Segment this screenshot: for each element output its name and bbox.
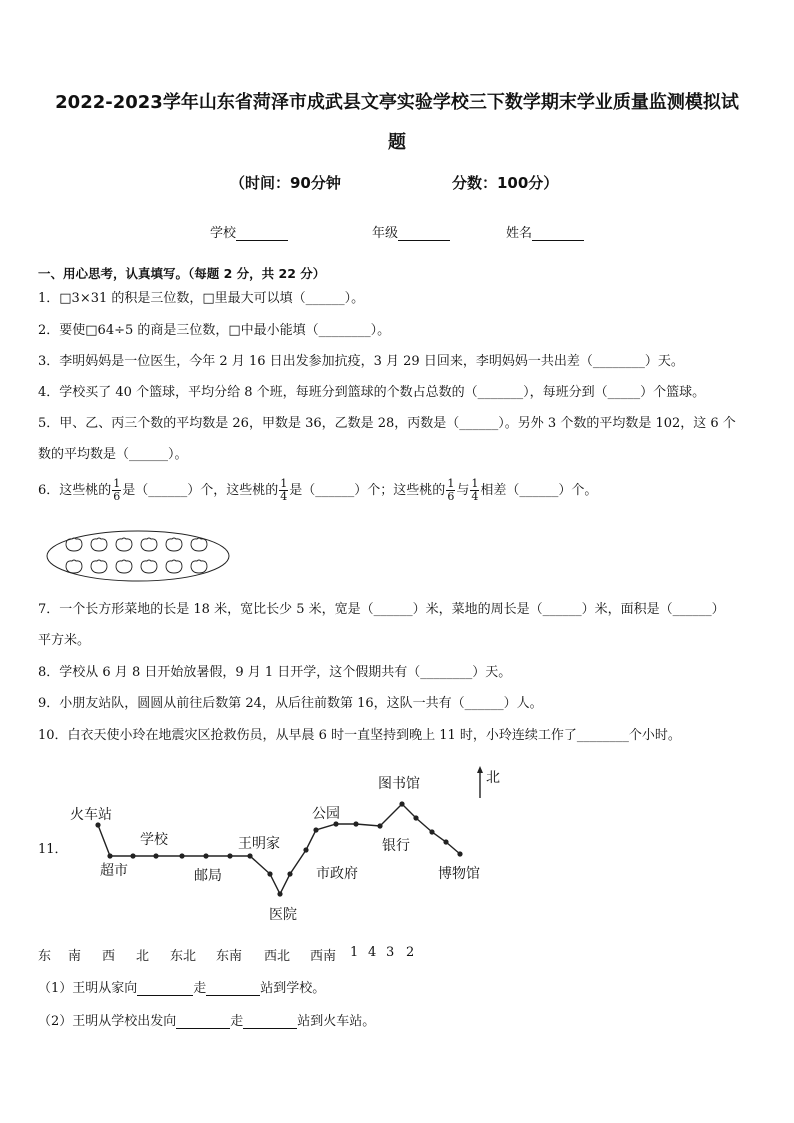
frac-denominator: 6 (113, 490, 121, 503)
question-11-label: 11． (38, 842, 68, 857)
route-stop-dot (203, 853, 208, 858)
time-limit: （时间：90分钟 (230, 174, 341, 192)
station-label-市政府: 市政府 (316, 866, 358, 882)
peach-icon (191, 560, 207, 573)
s2-text-a: （2）王明从学校出发向 (38, 1014, 177, 1029)
word-2: 2 (406, 945, 415, 960)
word-西北: 西北 (264, 949, 291, 964)
frac-numerator: 1 (447, 477, 455, 490)
word-北: 北 (136, 949, 150, 964)
frac-numerator: 1 (113, 477, 121, 490)
s1-text-a: （1）王明从家向 (38, 981, 138, 996)
peach-icon (191, 538, 207, 551)
total-score: 分数：100分） (452, 174, 559, 192)
school-field (210, 222, 288, 241)
q6-text-c: 是（______）个；这些桃的 (289, 483, 446, 498)
route-stop-dot (267, 871, 272, 876)
word-东: 东 (38, 949, 52, 964)
route-stop-dot (353, 821, 358, 826)
question-9: 9．小朋友站队，圆圆从前往后数第 24，从后往前数第 16，这队一共有（______）人。 (38, 696, 543, 711)
station-label-医院: 医院 (269, 907, 297, 923)
peaches (66, 538, 207, 573)
route-stop-dot (153, 853, 158, 858)
frac-denominator: 6 (447, 490, 455, 503)
word-东南: 东南 (216, 949, 243, 964)
question-7-line1: 7．一个长方形菜地的长是 18 米，宽比长少 5 米，宽是（______）米，菜地的周长是（______）米，面积是（______） (38, 602, 725, 617)
sub-question-2 (38, 1010, 375, 1029)
word-东北: 东北 (170, 949, 197, 964)
q6-text-a: 6．这些桃的 (38, 483, 112, 498)
route-stop-dot (130, 853, 135, 858)
peach-icon (91, 538, 107, 551)
route-stop-dot (443, 839, 448, 844)
name-field (506, 222, 584, 241)
grade-blank (398, 227, 450, 241)
peach-icon (116, 560, 132, 573)
question-10: 10．白衣天使小玲在地震灾区抢救伤员，从早晨 6 时一直坚持到晚上 11 时，小玲连续工作了________个小时。 (38, 728, 681, 743)
question-7-line2: 平方米。 (38, 633, 91, 648)
s1-text-c: 站到学校。 (260, 981, 326, 996)
north-label: 北 (486, 770, 500, 786)
station-label-公园: 公园 (312, 806, 340, 822)
fraction-one-quarter-2 (470, 478, 479, 503)
frac-numerator: 1 (280, 477, 288, 490)
peach-icon (91, 560, 107, 573)
q6-text-b: 是（______）个，这些桃的 (122, 483, 279, 498)
route-stop-dot (313, 827, 318, 832)
route-stop-dot (303, 847, 308, 852)
frac-denominator: 4 (471, 490, 479, 503)
s2-blank-stops (243, 1014, 297, 1029)
station-label-博物馆: 博物馆 (438, 866, 480, 882)
route-stop-dot (107, 853, 112, 858)
route-stop-dot (287, 871, 292, 876)
grade-label: 年级 (372, 226, 399, 241)
peach-icon (166, 538, 182, 551)
route-stop-dot (179, 853, 184, 858)
fraction-one-quarter (279, 478, 288, 503)
school-blank (236, 227, 288, 241)
sub-question-1 (38, 977, 325, 996)
route-stop-dot (277, 891, 282, 896)
s1-blank-stops (206, 981, 260, 996)
question-6 (38, 476, 597, 506)
route-stop-dot (227, 853, 232, 858)
s1-text-b: 走 (193, 981, 207, 996)
s2-text-b: 走 (230, 1014, 244, 1029)
question-3: 3．李明妈妈是一位医生，今年 2 月 16 日出发参加抗疫，3 月 29 日回来，李明妈妈一共出差（________）天。 (38, 354, 684, 369)
fraction-one-sixth (112, 478, 121, 503)
q6-text-d: 与 (456, 483, 470, 498)
q6-text-e: 相差（______）个。 (480, 483, 598, 498)
north-arrowhead-icon (477, 766, 483, 773)
route-stop-dot (333, 821, 338, 826)
frac-numerator: 1 (471, 477, 479, 490)
word-西: 西 (102, 949, 116, 964)
question-2: 2．要使□64÷5 的商是三位数，□中最小能填（________）。 (38, 323, 391, 338)
peaches-illustration (44, 528, 232, 584)
route-stop-dot (399, 801, 404, 806)
peach-icon (166, 560, 182, 573)
word-4: 4 (368, 945, 377, 960)
route-stop-dot (377, 823, 382, 828)
grade-field (372, 222, 450, 241)
route-stop-dot (457, 851, 462, 856)
exam-title-line1: 2022-2023学年山东省菏泽市成武县文亭实验学校三下数学期末学业质量监测模拟试 (55, 92, 739, 113)
word-西南: 西南 (310, 949, 337, 964)
station-label-超市: 超市 (100, 863, 128, 879)
frac-denominator: 4 (280, 490, 288, 503)
word-南: 南 (68, 949, 82, 964)
route-map (60, 762, 500, 932)
question-5-line1: 5．甲、乙、丙三个数的平均数是 26，甲数是 36，乙数是 28，丙数是（______）。另外 3 个数的平均数是 102，这 6 个 (38, 416, 736, 431)
peach-icon (141, 560, 157, 573)
s1-blank-direction (137, 981, 193, 996)
station-label-银行: 银行 (382, 838, 410, 854)
word-3: 3 (386, 945, 395, 960)
peach-icon (66, 560, 82, 573)
fraction-one-sixth-2 (446, 478, 455, 503)
name-label: 姓名 (506, 226, 533, 241)
route-stop-dot (95, 822, 100, 827)
peach-icon (141, 538, 157, 551)
exam-title-line2: 题 (388, 132, 406, 153)
name-blank (532, 227, 584, 241)
station-label-邮局: 邮局 (194, 868, 222, 884)
route-stop-dot (247, 853, 252, 858)
word-1: 1 (350, 945, 359, 960)
question-5-line2: 数的平均数是（______）。 (38, 447, 188, 462)
station-label-图书馆: 图书馆 (378, 776, 420, 792)
s2-text-c: 站到火车站。 (297, 1014, 376, 1029)
s2-blank-direction (176, 1014, 230, 1029)
section-heading: 一、用心思考，认真填写。（每题 2 分，共 22 分） (38, 266, 326, 281)
route-stop-dot (413, 815, 418, 820)
question-1: 1．□3×31 的积是三位数，□里最大可以填（______）。 (38, 291, 365, 306)
station-label-学校: 学校 (140, 832, 168, 848)
route-stop-dot (429, 829, 434, 834)
school-label: 学校 (210, 226, 237, 241)
station-label-王明家: 王明家 (238, 836, 280, 852)
question-8: 8．学校从 6 月 8 日开始放暑假，9 月 1 日开学，这个假期共有（________）天。 (38, 665, 512, 680)
question-4: 4．学校买了 40 个篮球，平均分给 8 个班，每班分到篮球的个数占总数的（_______），每班分到（_____）个篮球。 (38, 385, 706, 400)
station-label-火车站: 火车站 (70, 807, 112, 823)
peach-icon (116, 538, 132, 551)
